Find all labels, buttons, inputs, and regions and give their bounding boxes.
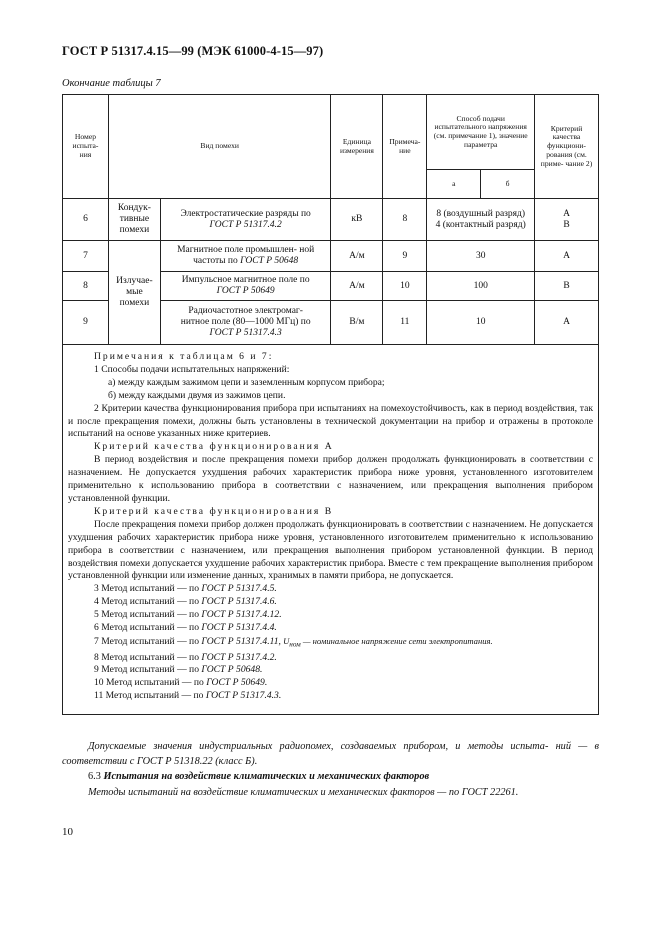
method-item: 10 Метод испытаний — по ГОСТ Р 50649. xyxy=(94,677,268,689)
method-item: 6 Метод испытаний — по ГОСТ Р 51317.4.4. xyxy=(94,622,277,634)
row-note: 11 xyxy=(383,301,427,345)
row-num: 6 xyxy=(63,199,109,241)
header-criterion: Критерий качества функциони- рования (см. приме- чание 2) xyxy=(535,95,599,199)
row-unit: кВ xyxy=(331,199,383,241)
table-row xyxy=(63,241,599,272)
row-value: 8 (воздушный разряд) 4 (контактный разряд) xyxy=(427,199,535,241)
document-header: ГОСТ Р 51317.4.15—99 (МЭК 61000-4-15—97) xyxy=(62,44,324,58)
row-num: 8 xyxy=(63,272,109,301)
method-item: 11 Метод испытаний — по ГОСТ Р 51317.4.3. xyxy=(94,690,282,702)
method-item: 9 Метод испытаний — по ГОСТ Р 50648. xyxy=(94,664,263,676)
table-caption: Окончание таблицы 7 xyxy=(62,78,161,89)
header-sub-b: б xyxy=(481,170,535,199)
section-text xyxy=(62,739,599,800)
row-value: 100 xyxy=(427,272,535,301)
row-criterion: А xyxy=(535,301,599,345)
header-note: Примеча- ние xyxy=(383,95,427,199)
method-item: 7 Метод испытаний — по ГОСТ Р 51317.4.11, $U_{ном}$ — номинальное напряжение сети электропитания. xyxy=(94,635,493,649)
criterion-b-title: Критерий качества функционирования В xyxy=(94,505,334,517)
row-note: 10 xyxy=(383,272,427,301)
method-item: 5 Метод испытаний — по ГОСТ Р 51317.4.12. xyxy=(94,609,282,621)
row-desc: Электростатические разряды по ГОСТ Р 51317.4.2 xyxy=(160,199,331,241)
row-num: 9 xyxy=(63,301,109,345)
note-1a: а) между каждым зажимом цепи и заземленным корпусом прибора; xyxy=(108,376,385,388)
method-item: 8 Метод испытаний — по ГОСТ Р 51317.4.2. xyxy=(94,651,277,663)
page-number: 10 xyxy=(62,826,73,838)
row-note: 8 xyxy=(383,199,427,241)
table-header-row xyxy=(63,95,599,170)
row-criterion: А xyxy=(535,241,599,272)
header-sub-a: а xyxy=(427,170,481,199)
row-group: Кондук- тивные помехи xyxy=(108,199,160,241)
row-unit: А/м xyxy=(331,241,383,272)
row-value: 30 xyxy=(427,241,535,272)
row-criterion: В xyxy=(535,272,599,301)
criterion-a-title: Критерий качества функционирования А xyxy=(94,441,334,453)
criterion-b-text: После прекращения помехи прибор должен продолжать функционировать в соответствии с назначением. Не допускается ухудшения рабочих характеристик прибора ниже уровня, установленного изготовителем применительно к использованию прибора в соответствии с назначением, или прекращения выполнения прибором установленной функции. В период воздействия помехи допускается ухудшение рабочих характеристик прибора. Вместе с тем прекращение выполнения прибором установленной функции или изменение данных, хранимых в памяти прибора, не допускается. xyxy=(68,518,593,582)
row-unit: А/м xyxy=(331,272,383,301)
table-row xyxy=(63,199,599,241)
paragraph-climatic-methods: Методы испытаний на воздействие климатических и механических факторов — по ГОСТ 22261. xyxy=(88,786,519,798)
note-1b: б) между каждыми двумя из зажимов цепи. xyxy=(108,389,286,401)
row-note: 9 xyxy=(383,241,427,272)
note-1: 1 Способы подачи испытательных напряжений: xyxy=(94,363,290,375)
method-list xyxy=(68,583,593,703)
method-item: 4 Метод испытаний — по ГОСТ Р 51317.4.6. xyxy=(94,596,277,608)
row-value: 10 xyxy=(427,301,535,345)
row-desc: Радиочастотное электромаг- нитное поле (80—1000 МГц) по ГОСТ Р 51317.4.3 xyxy=(160,301,331,345)
header-num: Номер испыта- ния xyxy=(63,95,109,199)
paragraph-6-3: 6.3 Испытания на воздействие климатических и механических факторов xyxy=(88,771,430,783)
header-type: Вид помехи xyxy=(108,95,331,199)
header-method: Способ подачи испытательного напряжения (см. примечание 1), значение параметра xyxy=(427,95,535,170)
row-desc: Импульсное магнитное поле по ГОСТ Р 50649 xyxy=(160,272,331,301)
paragraph-radio-interference: Допускаемые значения индустриальных радиопомех, создаваемых прибором, и методы испыта- ний — в соответствии с ГОСТ Р 51318.22 (класс Б). xyxy=(62,741,599,768)
method-item: 3 Метод испытаний — по ГОСТ Р 51317.4.5. xyxy=(94,583,277,595)
header-unit: Единица измерения xyxy=(331,95,383,199)
row-num: 7 xyxy=(63,241,109,272)
row-desc: Магнитное поле промышлен- ной частоты по ГОСТ Р 50648 xyxy=(160,241,331,272)
row-unit: В/м xyxy=(331,301,383,345)
notes-title: Примечания к таблицам 6 и 7: xyxy=(94,351,274,362)
table-7 xyxy=(62,94,599,345)
row-criterion: А В xyxy=(535,199,599,241)
row-group: Излучае- мые помехи xyxy=(108,241,160,345)
table-notes xyxy=(62,345,599,715)
criterion-a-text: В период воздействия и после прекращения помехи прибор должен продолжать функционировать в соответствии с назначением. Не допускается ухудшения рабочих характеристик прибора ниже уровня, установленного изготовителем применительно к использованию прибора в соответствии с назначением, или прекращения выполнения прибором установленной функции. xyxy=(68,454,593,504)
note-2: 2 Критерии качества функционирования прибора при испытаниях на помехоустойчивость, как в период воздействия, так и после прекращения помехи, должны быть установлены в технической документации на прибор и отражены в протоколе испытаний на основе указанных ниже критериев. xyxy=(68,402,593,440)
